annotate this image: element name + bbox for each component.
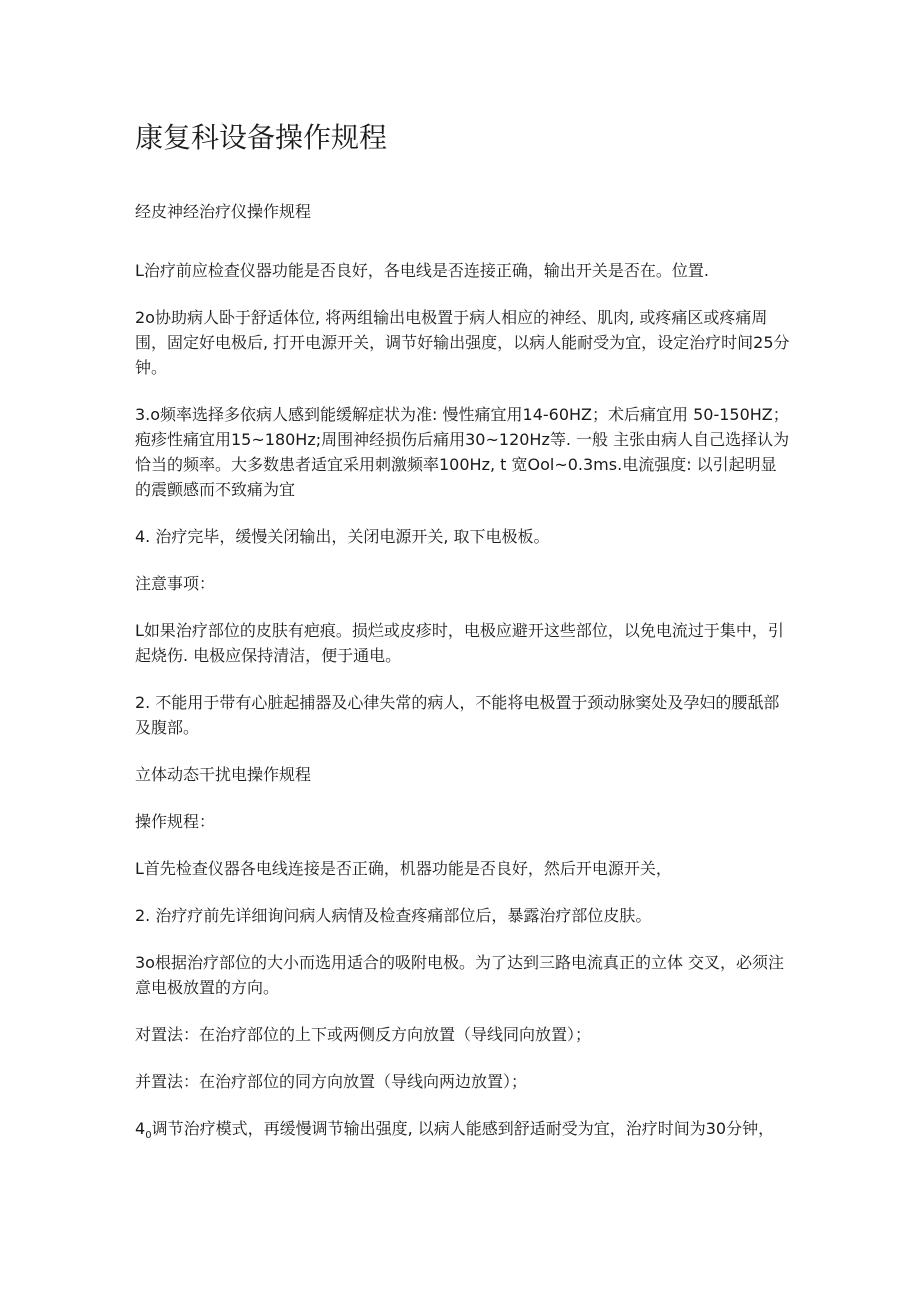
paragraph-note-1: L如果治疗部位的皮肤有疤痕。损烂或皮疹时，电极应避开这些部位，以免电流过于集中，引起烧伤. 电极应保持清洁，便于通电。: [135, 621, 784, 665]
paragraph-interference-step-1: L首先检查仪器各电线连接是否正确，机器功能是否良好，然后开电源开关，: [135, 859, 672, 878]
step-4-text: 调节治疗模式，再缓慢调节输出强度, 以病人能感到舒适耐受为宜，治疗时间为30分钟，: [151, 1119, 775, 1138]
paragraph-interference-step-3: 3o根据治疗部位的大小而选用适合的吸附电极。为了达到三路电流真正的立体 交叉，必须注意电极放置的方向。: [135, 953, 785, 997]
section-heading-tens: 经皮神经治疗仪操作规程: [135, 202, 312, 221]
paragraph-placement-parallel: 并置法：在治疗部位的同方向放置（导线向两边放置）；: [135, 1072, 528, 1091]
section-heading-interference: 立体动态干扰电操作规程: [135, 765, 312, 784]
paragraph-placement-opposite: 对置法：在治疗部位的上下或两侧反方向放置（导线同向放置）；: [135, 1025, 592, 1044]
operation-heading: 操作规程：: [135, 812, 216, 831]
paragraph-tens-step-4: 4. 治疗完毕，缓慢关闭输出，关闭电源开关, 取下电极板。: [135, 527, 550, 546]
step-4-number: 4: [135, 1119, 146, 1138]
paragraph-tens-step-1: L治疗前应检查仪器功能是否良好，各电线是否连接正确，输出开关是否在。位置.: [135, 261, 710, 280]
document-body: [135, 199, 790, 1163]
paragraph-tens-step-3: 3.o频率选择多依病人感到能缓解症状为准: 慢性痛宜用14-60HZ；术后痛宜用 50-150HZ； 疱疹性痛宜用15~180Hz;周围神经损伤后痛用30~120Hz等. 一般 主张由病人自己选择认为恰当的频率。大多数患者适宜采用刺激频率100Hz, t 宽Ool~0.3ms.电流强度: 以引起明显的震颤感而不致痛为宜: [135, 405, 790, 499]
document-title: 康复科设备操作规程: [135, 121, 388, 154]
paragraph-tens-step-2: 2o协助病人卧于舒适体位, 将两组输出电极置于病人相应的神经、肌肉, 或疼痛区或疼痛周围，固定好电极后, 打开电源开关，调节好输出强度，以病人能耐受为宜，设定治疗时间25分钟。: [135, 308, 790, 377]
document-page: [135, 0, 790, 1301]
paragraph-note-2: 2. 不能用于带有心脏起捕器及心律失常的病人，不能将电极置于颈动脉窦处及孕妇的腰舐部及腹部。: [135, 693, 780, 737]
paragraph-interference-step-4: [135, 1116, 790, 1141]
paragraph-interference-step-2: 2. 治疗疗前先详细询问病人病情及检查疼痛部位后，暴露治疗部位皮肤。: [135, 906, 652, 925]
step-4-subscript: 0: [145, 1130, 152, 1142]
notes-heading: 注意事项：: [135, 574, 216, 593]
